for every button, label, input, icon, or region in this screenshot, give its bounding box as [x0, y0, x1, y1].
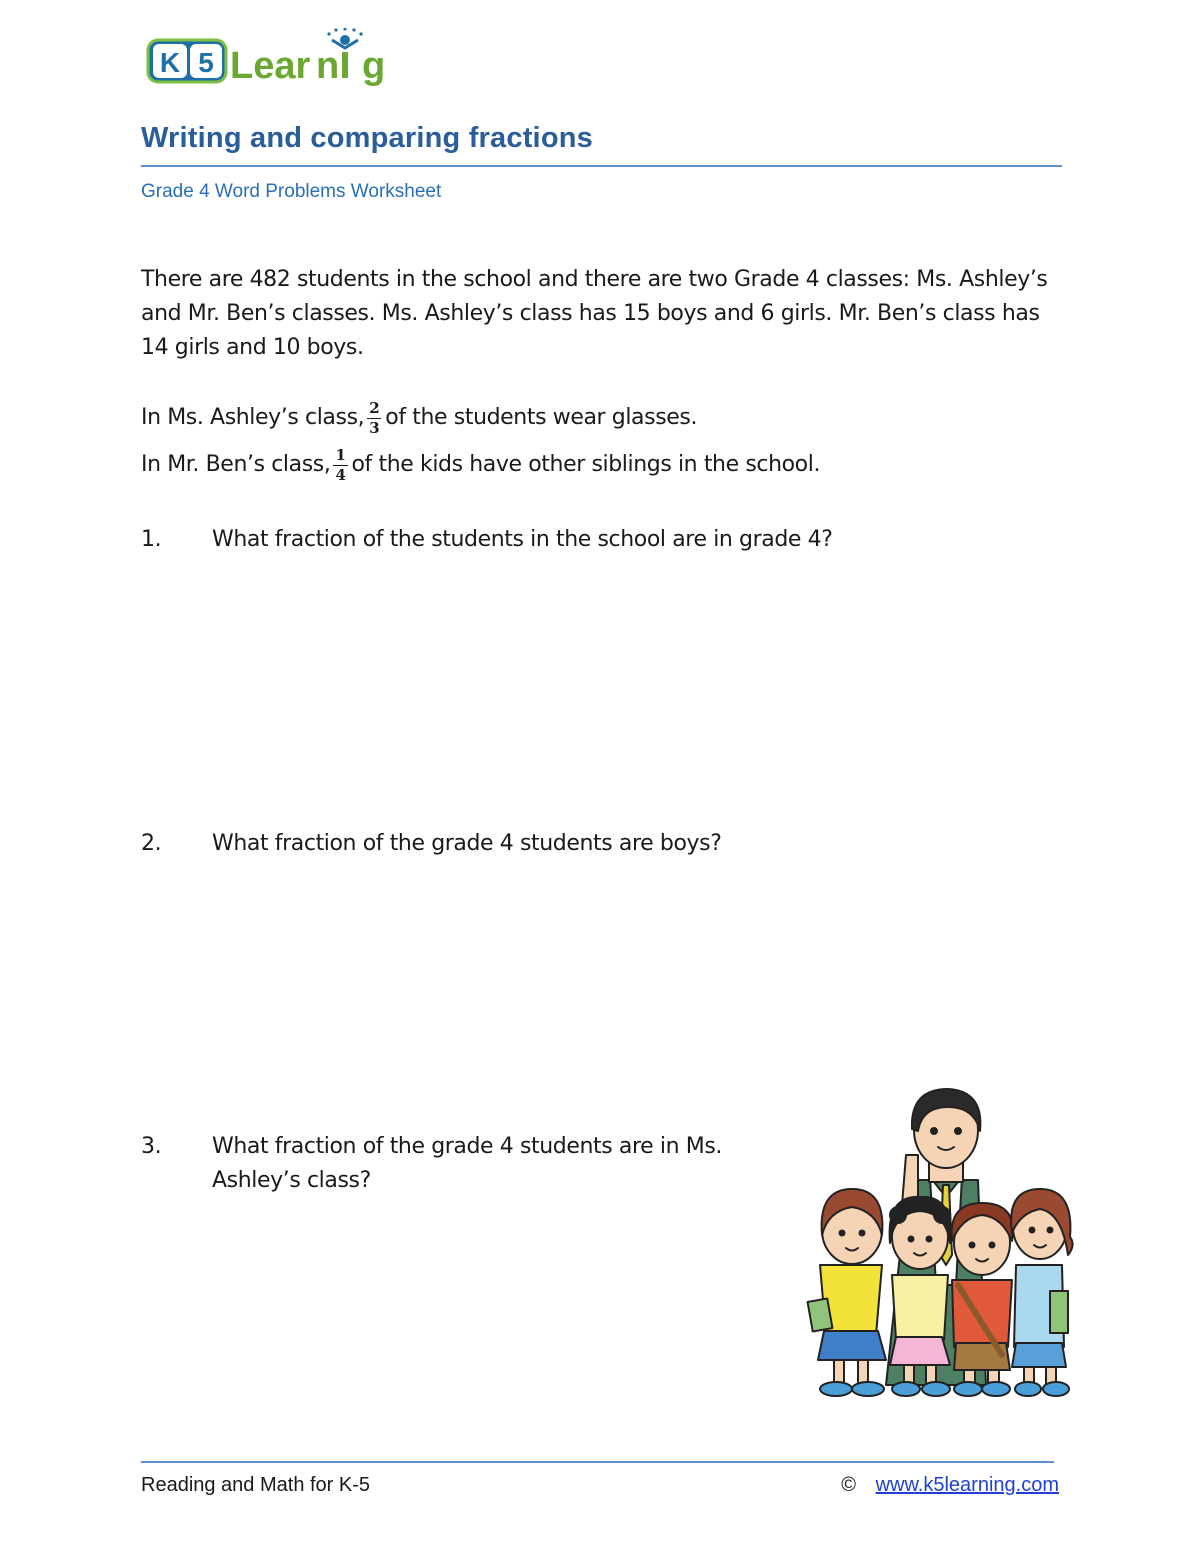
page-title: Writing and comparing fractions	[141, 122, 593, 154]
fraction-denominator: 3	[369, 418, 380, 437]
fact-line-ben	[141, 442, 820, 488]
svg-text:5: 5	[198, 47, 214, 78]
fact-text-before: In Ms. Ashley’s class,	[141, 405, 365, 430]
svg-text:g: g	[362, 45, 386, 87]
fraction-two-thirds	[367, 400, 381, 437]
question-number: 2.	[141, 831, 162, 856]
question-2	[141, 827, 1012, 861]
website-link[interactable]: www.k5learning.com	[875, 1474, 1059, 1496]
fact-text-after: of the students wear glasses.	[385, 405, 698, 430]
title-divider	[141, 165, 1062, 167]
fraction-denominator: 4	[335, 465, 346, 484]
k5-learning-logo	[146, 28, 406, 88]
question-number: 3.	[141, 1134, 162, 1159]
teacher-with-students-illustration	[806, 1085, 1086, 1405]
question-text: What fraction of the students in the school are in grade 4?	[212, 527, 833, 552]
fact-text-after: of the kids have other siblings in the school.	[351, 452, 821, 477]
svg-text:n: n	[316, 45, 340, 87]
intro-paragraph: There are 482 students in the school and there are two Grade 4 classes: Ms. Ashley’s and Mr. Ben’s classes. Ms. Ashley’s class has 15 boys and 6 girls. Mr. Ben’s class has 14 girls and 10 boys.	[141, 267, 1048, 360]
fraction-numerator: 2	[369, 398, 380, 417]
svg-text:K: K	[159, 47, 181, 78]
footer-tagline: Reading and Math for K-5	[141, 1474, 371, 1496]
fraction-one-quarter	[333, 447, 347, 484]
fact-text-before: In Mr. Ben’s class,	[141, 452, 331, 477]
copyright-symbol: ©	[841, 1474, 857, 1496]
svg-text:Lear: Lear	[230, 45, 311, 87]
question-number: 1.	[141, 527, 162, 552]
question-text: What fraction of the grade 4 students are in Ms. Ashley’s class?	[212, 1134, 722, 1193]
question-text: What fraction of the grade 4 students are boys?	[212, 831, 722, 856]
question-3	[141, 1130, 782, 1198]
footer-divider	[141, 1461, 1054, 1463]
fact-line-ashley	[141, 395, 697, 441]
worksheet-subtitle: Grade 4 Word Problems Worksheet	[141, 181, 442, 202]
question-1	[141, 523, 1012, 557]
footer-credit	[841, 1474, 1059, 1497]
fraction-numerator: 1	[335, 445, 346, 464]
